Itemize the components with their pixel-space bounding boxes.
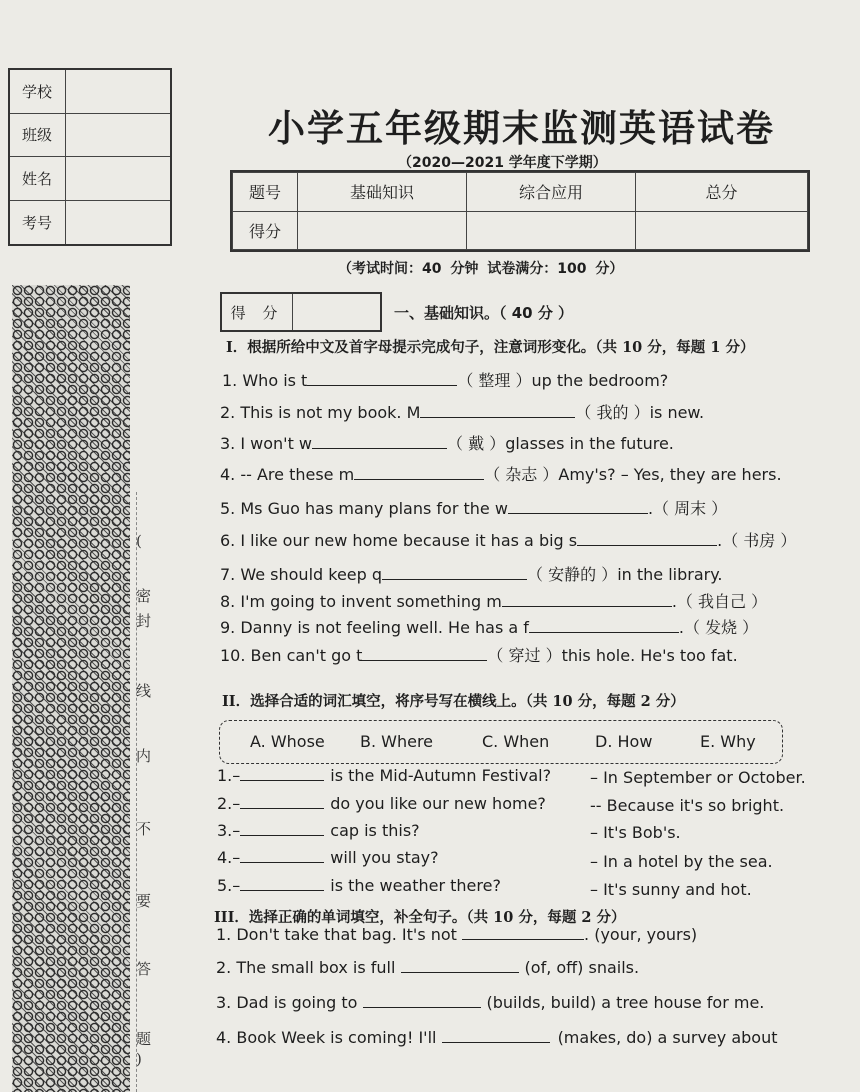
question-line (216, 1028, 778, 1047)
question-text: 6. I like our new home because it has a big s (220, 531, 578, 550)
question-options: (of, off) snails. (524, 958, 640, 977)
question-text: 4. Book Week is coming! I'll (216, 1028, 437, 1047)
question-hint: （ 我的 ）is new. (575, 403, 705, 422)
dialogue-line (217, 794, 546, 813)
question-text: 2. The small box is full (216, 958, 396, 977)
question-text: 1. Who is t (222, 371, 308, 390)
question-hint: .（ 发烧 ） (678, 618, 759, 637)
option-d: D. How (595, 732, 653, 751)
student-info-box (8, 68, 172, 246)
score-cell[interactable] (467, 211, 636, 250)
answer-blank[interactable] (502, 592, 672, 607)
question-line (220, 462, 782, 485)
info-row-name (10, 157, 170, 201)
info-row-school (10, 70, 170, 114)
question-line (220, 400, 704, 423)
answer-blank[interactable] (382, 565, 527, 580)
dialogue-number: 4.– (217, 848, 241, 867)
question-options: . (your, yours) (584, 925, 698, 944)
answer-blank[interactable] (240, 876, 324, 891)
dialogue-question: is the weather there? (330, 876, 501, 895)
question-line (220, 431, 674, 454)
answer-blank[interactable] (240, 794, 324, 809)
question-text: 7. We should keep q (220, 565, 383, 584)
dialogue-line (217, 821, 420, 840)
dialogue-question: do you like our new home? (330, 794, 546, 813)
option-c: C. When (482, 732, 550, 751)
answer-blank[interactable] (577, 531, 717, 546)
class-label: 班级 (10, 114, 66, 157)
question-hint: （ 穿过 ）this hole. He's too fat. (487, 646, 738, 665)
seal-char: 封 (136, 612, 152, 630)
part3-instruction: III．选择正确的单词填空，补全句子。（共 10 分，每题 2 分） (214, 909, 626, 926)
answer-blank[interactable] (362, 646, 487, 661)
name-label: 姓名 (10, 157, 66, 200)
section-score-field[interactable] (293, 294, 380, 330)
dialogue-number: 2.– (217, 794, 241, 813)
question-line (222, 368, 668, 391)
page-title: 小学五年级期末监测英语试卷 (268, 106, 775, 150)
question-line (216, 958, 639, 977)
question-text: 3. Dad is going to (216, 993, 358, 1012)
answer-blank[interactable] (240, 848, 324, 863)
answer-blank[interactable] (508, 499, 648, 514)
option-a: A. Whose (250, 732, 325, 751)
dialogue-answer: – It's Bob's. (590, 823, 681, 842)
part2-instruction: II．选择合适的词汇填空，将序号写在横线上。（共 10 分，每题 2 分） (222, 693, 685, 710)
option-e: E. Why (700, 732, 756, 751)
score-table (230, 170, 810, 252)
exam-no-label: 考号 (10, 201, 66, 245)
question-line (216, 925, 697, 944)
question-hint: （ 安静的 ）in the library. (527, 565, 723, 584)
section-title: 一、基础知识。（ 40 分 ） (394, 304, 574, 322)
dialogue-answer: – It's sunny and hot. (590, 880, 752, 899)
dialogue-line (217, 766, 551, 785)
seal-char: 要 (136, 892, 152, 910)
score-cell[interactable] (636, 211, 808, 250)
answer-blank[interactable] (401, 958, 519, 973)
dialogue-question: is the Mid-Autumn Festival? (330, 766, 552, 785)
question-text: 2. This is not my book. M (220, 403, 421, 422)
question-hint: （ 杂志 ）Amy's? – Yes, they are hers. (484, 465, 782, 484)
dialogue-answer: -- Because it's so bright. (590, 796, 785, 815)
question-hint: .（ 周末 ） (647, 499, 728, 518)
name-field[interactable] (66, 157, 170, 200)
answer-blank[interactable] (420, 403, 575, 418)
answer-blank[interactable] (529, 618, 679, 633)
question-text: 9. Danny is not feeling well. He has a f (220, 618, 529, 637)
question-text: 3. I won't w (220, 434, 313, 453)
question-line (220, 589, 767, 612)
seal-line (136, 492, 159, 1092)
answer-blank[interactable] (307, 371, 457, 386)
word-options-box (219, 720, 783, 764)
answer-blank[interactable] (462, 925, 584, 940)
section-score-label: 得 分 (222, 294, 293, 330)
question-line (220, 562, 723, 585)
dialogue-answer: – In a hotel by the sea. (590, 852, 773, 871)
question-text: 4. -- Are these m (220, 465, 355, 484)
question-options: (builds, build) a tree house for me. (486, 993, 765, 1012)
seal-char: ( (136, 532, 142, 550)
question-line (220, 528, 796, 551)
dialogue-line (217, 876, 501, 895)
question-line (220, 496, 727, 519)
question-hint: （ 整理 ）up the bedroom? (457, 371, 669, 390)
seal-char: 密 (136, 587, 152, 605)
question-line (220, 615, 758, 638)
seal-char: 答 (136, 960, 152, 978)
school-label: 学校 (10, 70, 66, 113)
option-b: B. Where (360, 732, 434, 751)
score-table-header: 题号 (233, 173, 298, 212)
dialogue-line (217, 848, 439, 867)
answer-blank[interactable] (363, 993, 481, 1008)
seal-char: 题 (136, 1030, 152, 1048)
score-table-header: 基础知识 (298, 173, 467, 212)
question-text: 8. I'm going to invent something m (220, 592, 502, 611)
dialogue-question: will you stay? (330, 848, 439, 867)
answer-blank[interactable] (354, 465, 484, 480)
dialogue-number: 3.– (217, 821, 241, 840)
question-hint: （ 戴 ）glasses in the future. (447, 434, 674, 453)
dialogue-answer: – In September or October. (590, 768, 806, 787)
score-cell[interactable] (298, 211, 467, 250)
question-hint: .（ 书房 ） (717, 531, 797, 550)
exam-no-field[interactable] (66, 201, 170, 245)
part1-instruction: I．根据所给中文及首字母提示完成句子，注意词形变化。（共 10 分，每题 1 分） (226, 339, 755, 356)
question-text: 1. Don't take that bag. It's not (216, 925, 457, 944)
school-field[interactable] (66, 70, 170, 113)
score-table-header: 综合应用 (467, 173, 636, 212)
section-score-box (220, 292, 382, 332)
seal-char: 线 (136, 682, 152, 700)
answer-blank[interactable] (240, 766, 324, 781)
dialogue-number: 5.– (217, 876, 241, 895)
answer-blank[interactable] (312, 434, 447, 449)
seal-char: 不 (136, 820, 152, 838)
question-line (216, 993, 764, 1012)
answer-blank[interactable] (240, 821, 324, 836)
dialogue-number: 1.– (217, 766, 241, 785)
question-line (220, 643, 738, 666)
info-row-class (10, 114, 170, 158)
score-row-label: 得分 (233, 211, 298, 250)
question-options: (makes, do) a survey about (557, 1028, 778, 1047)
exam-info: （考试时间：40 分钟 试卷满分：100 分） (338, 261, 624, 277)
dialogue-question: cap is this? (330, 821, 420, 840)
seal-char: ) (136, 1050, 142, 1068)
info-row-exam-no (10, 201, 170, 245)
answer-blank[interactable] (442, 1028, 550, 1043)
binding-margin-pattern (12, 285, 130, 1092)
seal-char: 内 (136, 747, 152, 765)
score-table-header: 总分 (636, 173, 808, 212)
question-text: 10. Ben can't go t (220, 646, 363, 665)
question-text: 5. Ms Guo has many plans for the w (220, 499, 508, 518)
question-hint: .（ 我自己 ） (671, 592, 768, 611)
page-subtitle: （2020—2021 学年度下学期） (398, 155, 607, 171)
class-field[interactable] (66, 114, 170, 157)
